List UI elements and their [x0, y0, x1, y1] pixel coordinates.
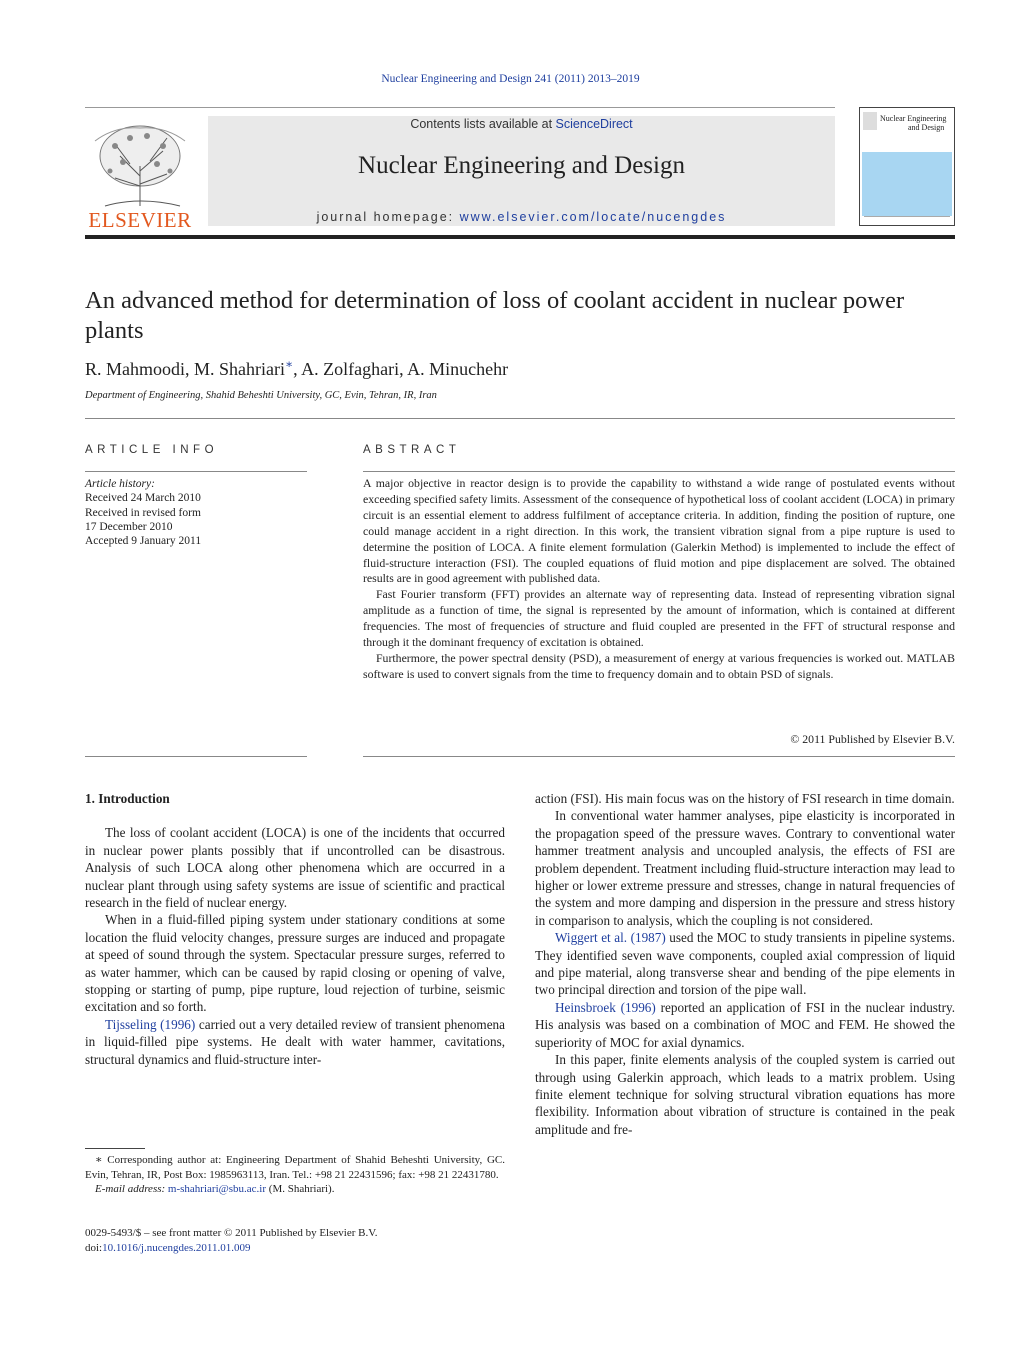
article-info-rule-bottom: [85, 756, 307, 757]
homepage-link[interactable]: www.elsevier.com/locate/nucengdes: [459, 210, 727, 224]
section-heading-introduction: 1. Introduction: [85, 791, 170, 806]
sciencedirect-link[interactable]: ScienceDirect: [555, 117, 633, 131]
email-label: E-mail address:: [95, 1183, 168, 1196]
cover-color-band: [862, 152, 952, 216]
corresponding-author-mark[interactable]: ∗: [285, 357, 294, 371]
footnote-corresponding-text: Corresponding author at: Engineering Department of Shahid Beheshti University, GC. Evin, Tehran, IR, Post Box: 1985963113, Iran. Tel.: +98 21 22431596; fax: +98 21 22431780.: [85, 1154, 505, 1181]
front-matter-info: [85, 1226, 505, 1255]
abstract-rule-top: [363, 471, 955, 472]
intro-paragraph-4: In conventional water hammer analyses, pipe elasticity is incorporated in the propagation speed of the pressure waves. Contrary to conventional water hammer treatment analysis and uncoupled analysis, the effects of FSI are problem dependent. Treatment including fluid-structure interaction may lead to higher or lower extreme pressure and stresses, change in natural frequencies of the system and more damping and dispersion in the pressure and stress history in comparison to analysis, which the coupling is not considered.: [535, 808, 955, 928]
homepage-prefix: journal homepage:: [316, 210, 460, 224]
issn-line: 0029-5493/$ – see front matter © 2011 Published by Elsevier B.V.: [85, 1227, 378, 1239]
cover-logo: [863, 112, 877, 130]
intro-paragraph-5-text: used the MOC to study transients in pipeline systems. They identified seven wave components, coupled axial compression of liquid and pipe material, along transverse shear and bending of the pipe elements in two principal direction and torsion of the pipe wall.: [535, 930, 955, 998]
history-revised-1: Received in revised form: [85, 506, 201, 519]
header-thick-rule: [85, 235, 955, 239]
article-info-heading: ARTICLE INFO: [85, 444, 219, 456]
intro-paragraph-3: [85, 1016, 505, 1068]
author-list: [85, 357, 508, 380]
abstract-body: [363, 476, 955, 683]
abstract-paragraph-2: Fast Fourier transform (FFT) provides an alternate way of representing data. Instead of representing vibration signal amplitude as a function of time, the signal is represented by the amount of information, which is contained at different frequencies. The most of frequencies of structure and fluid coupled are presented in the FFT of structural response and through it the dominant frequency of excitation is obtained.: [363, 587, 955, 650]
article-info-rule-top: [85, 471, 307, 472]
elsevier-wordmark: ELSEVIER: [88, 208, 192, 232]
ref-wiggert[interactable]: Wiggert et al. (1987): [555, 930, 666, 946]
footnote-mark: ∗: [95, 1154, 103, 1166]
email-link[interactable]: m-shahriari@sbu.ac.ir: [167, 1183, 267, 1196]
history-revised-2: 17 December 2010: [85, 520, 173, 533]
authors-part-1: R. Mahmoodi, M. Shahriari: [85, 359, 285, 379]
doi-link[interactable]: 10.1016/j.nucengdes.2011.01.009: [102, 1241, 251, 1254]
abstract-paragraph-3: Furthermore, the power spectral density (PSD), a measurement of energy at various frequencies is worked out. MATLAB software is used to convert signals from the time to frequency domain and to obtain PSD of signals.: [363, 650, 955, 681]
cover-footer: [864, 216, 950, 222]
history-accepted: Accepted 9 January 2011: [85, 535, 202, 548]
corresponding-author-footnote: [85, 1153, 505, 1197]
footnote-email: [85, 1182, 505, 1197]
cover-title-line2: and Design: [908, 123, 945, 132]
abstract-rule-bottom: [363, 756, 955, 757]
ref-heinsbroek[interactable]: Heinsbroek (1996): [555, 999, 656, 1015]
journal-cover-thumbnail[interactable]: [859, 107, 955, 226]
intro-paragraph-1: The loss of coolant accident (LOCA) is one of the incidents that occurred in nuclear power plants possibly that if uncontrolled can be disastrous. Analysis of such LOCA along other phenomena which are occurred in a nuclear plant through using safety systems are issue of scientific and practical research in the field of nuclear energy.: [85, 825, 505, 911]
intro-paragraph-7: In this paper, finite elements analysis of the coupled system is carried out through using Galerkin approach, which leads to a matrix problem. Using finite element technique for solving structural vibration equations has more flexibility. Information about vibration of structure is contained in the peak amplitude and fre-: [535, 1052, 955, 1137]
title-divider: [85, 418, 955, 419]
intro-paragraph-3-continued: action (FSI). His main focus was on the history of FSI research in time domain.: [535, 791, 955, 806]
email-suffix: (M. Shahriari).: [266, 1183, 335, 1196]
abstract-heading: ABSTRACT: [363, 444, 461, 456]
intro-paragraph-3-text: carried out a very detailed review of transient phenomena in liquid-filled pipe systems. He dealt with water hammer, cavitations, structural dynamics and fluid-structure inter-: [85, 1016, 505, 1067]
journal-title: Nuclear Engineering and Design: [358, 152, 685, 179]
contents-availability: [208, 117, 835, 131]
cover-title: [880, 114, 946, 132]
article-history: [85, 477, 307, 548]
history-label: Article history:: [85, 478, 155, 490]
doi-prefix: doi:: [85, 1241, 103, 1254]
doi-line: [85, 1241, 505, 1256]
body-column-left: [85, 790, 505, 1068]
abstract-copyright: © 2011 Published by Elsevier B.V.: [790, 732, 955, 746]
abstract-paragraph-1: A major objective in reactor design is to provide the capability to withstand a wide range of postulated events without exceeding specified safety limits. Assessment of the consequence of hypothetical loss of coolant accident (LOCA) in primary circuit is an essential element to address fulfilment of acceptance criteria. In addition, finding the position of rupture, one could manage accident in a right direction. In this work, the transient vibration signal from a pipe rupture is used to determine the position of LOCA. A finite element formulation (Galerkin Method) is implemented to include the effect of fluid-structure interaction (FSI). The coupled equations of fluid motion and pipe displacement are solved. The obtained results are in good agreement with published data.: [363, 476, 955, 586]
ref-tijsseling[interactable]: Tijsseling (1996): [105, 1016, 196, 1032]
journal-citation[interactable]: Nuclear Engineering and Design 241 (2011) 2013–2019: [381, 73, 640, 85]
intro-paragraph-6-text: reported an application of FSI in the nuclear industry. His analysis was based on a combination of MOC and FEM. He showed the superiority of MOC for axial dynamics.: [535, 999, 956, 1050]
footnote-rule: [85, 1148, 145, 1149]
footnote-corresponding: [85, 1153, 505, 1182]
cover-title-line1: Nuclear Engineering: [880, 114, 947, 123]
intro-paragraph-6: [535, 999, 955, 1051]
article-title: An advanced method for determination of loss of coolant accident in nuclear power plants: [85, 287, 905, 344]
intro-paragraph-2: When in a fluid-filled piping system under stationary conditions at some location the fluid velocity changes, pressure surges are induced and propagate at speed of sound through the system. Spectacular pressure surges, referred to as water hammer, which can be caused by rapid closing or opening of valve, stopping or starting of pump, pipe rupture, loud rejection of turbine, seismic excitation and so forth.: [85, 912, 505, 1015]
body-column-right: [535, 790, 955, 1138]
contents-prefix: Contents lists available at: [410, 117, 556, 131]
intro-paragraph-5: [535, 929, 955, 999]
header-divider: [85, 107, 835, 108]
history-received: Received 24 March 2010: [85, 492, 201, 505]
authors-part-2: , A. Zolfaghari, A. Minuchehr: [293, 359, 509, 379]
affiliation: Department of Engineering, Shahid Beheshti University, GC, Evin, Tehran, IR, Iran: [85, 390, 437, 401]
journal-homepage: [208, 210, 835, 224]
